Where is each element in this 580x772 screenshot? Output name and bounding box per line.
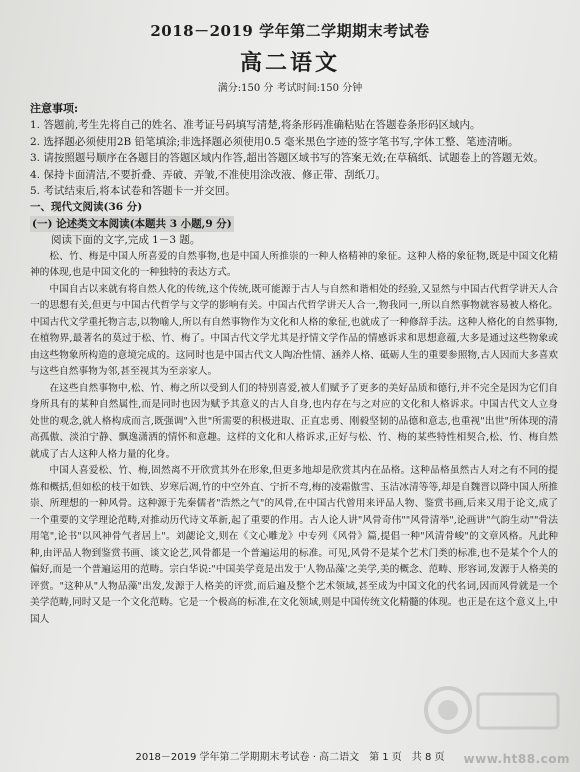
notice-item: 3. 请按照题号顺序在各题目的答题区域内作答,超出答题区域书写的答案无效;在草稿纸、试题卷上的答题无效。 (30, 152, 544, 165)
watermark-url: www.ht88.com (463, 752, 570, 766)
watermark-logo (420, 680, 570, 750)
passage-paragraph: 中国人喜爱松、竹、梅,固然离不开欣赏其外在形象,但更多地却是欣赏其内在品格。这种品格虽然古人对之有不同的提炼和概括,但如松的枝干如铁、岁寒后凋,竹的中空外直、宁折不弯,梅的凌霜傲雪、玉洁冰清等等,却是自魏晋以降中国人所推崇、所理想的一种风骨。这种源于先秦儒者"浩然之气"的风骨,在中国古代曾用来评品人物、鉴赏书画,后来又用于论文,成了一个重要的文学理论范畴,对推动历代诗文革新,起了重要的作用。古人论人讲"风骨奇伟""风骨清举",论画讲"气韵生动""骨法用笔",论书"以风神骨气者居上"。刘勰论文,则在《文心雕龙》中专列《风骨》篇,提倡一种"风清骨峻"的文章风格。凡此种种,由评品人物到鉴赏书画、谈文论艺,风骨都是一个普遍运用的标准。可见,风骨不是某个艺术门类的标准,也不是某个个人的偏好,而是一个普遍运用的范畴。宗白华说:"中国美学竟是出发于'人物品藻'之美学,美的概念、范畴、形容词,发源于人格美的评赏。"这种从"人物品藻"出发,发源于人格美的评赏,而后遍及整个艺术领域,甚至成为中国文化的代名词,因而风骨就是一个美学范畴,同时又是一个文化范畴。它是一个极高的标准,在文化领域,则是中国传统文化精髓的体现。也正是在这个意义上,中国人 (30, 465, 558, 625)
notice-item: 4. 保持卡面清洁,不要折叠、弄破、弄皱,不准使用涂改液、修正带、刮纸刀。 (30, 168, 387, 181)
page-footer: 2018－2019 学年第二学期期末考试卷 · 高二语文 第 1 页 共 8 页 (135, 752, 445, 763)
passage-paragraph: 中国自古以来就有将自然人化的传统,这个传统,既可能源于古人与自然和谐相处的经验,又显然与中国古代哲学讲天人合一的思想有关,但更与中国古代哲学与文学的影响有关。中国古代哲学讲天人合一,物我同一,所以自然事物就容易被人格化。中国古代文学重托物言志,以物喻人,所以有自然事物作为文化和人格的象征,也就成了一种修辞手法。这种人格化的自然事物,在植物界,最著名的莫过于松、竹、梅了。中国古代文学尤其是抒情文学作品的情感诉求和思想意蕴,大多是通过这些物象或由这些物象所构造的意境完成的。这同时也是中国古代文人陶冶性情、涵养人格、砥砺人生的重要参照物,古人因而大多喜欢与这些自然事物为邻,甚至视其为至亲家人。 (30, 283, 558, 378)
exam-content (30, 101, 558, 628)
notice-item: 5. 考试结束后,将本试卷和答题卡一并交回。 (30, 185, 236, 198)
notice-title: 注意事项: (30, 102, 79, 115)
notice-item: 2. 选择题必须使用2B 铅笔填涂;非选择题必须使用0.5 毫米黑色字迹的签字笔书写,字体工整、笔迹清晰。 (30, 135, 519, 148)
exam-meta: 满分:150 分 考试时间:150 分钟 (217, 83, 363, 94)
passage-paragraph: 松、竹、梅是中国人所喜爱的自然事物,也是中国人所推崇的一种人格精神的象征。这种人格的象征物,既是中国文化精神的体现,也是中国文化的一种独特的表达方式。 (30, 250, 558, 279)
exam-subject: 高二语文 (239, 50, 340, 76)
passage-paragraph: 在这些自然事物中,松、竹、梅之所以受到人们的特别喜爱,被人们赋予了更多的美好品质和德行,并不完全是因为它们自身所具有的某种自然属性,而是同时也因为赋予其意义的古人自身,也内存在与之对应的文化和人格诉求。中国古代文人立身处世的观念,就人格构成而言,既强调"入世"所需要的积极进取、正直忠勇、刚毅坚韧的品德和意志,也重视"出世"所体现的清高孤傲、淡泊宁静、飘逸潇洒的情怀和意趣。这样的文化和人格诉求,正好与松、竹、梅的某些特性相契合,松、竹、梅自然就成了古人这种人格力量的化身。 (30, 382, 558, 460)
reading-instruction: 阅读下面的文字,完成 1－3 题。 (51, 234, 201, 247)
subsection-title: (一) 论述类文本阅读(本题共 3 小题,9 分) (32, 217, 232, 230)
exam-title: 2018－2019 学年第二学期期末考试卷 (150, 22, 430, 40)
notice-item: 1. 答题前,考生先将自己的姓名、准考证号码填写清楚,将条形码准确粘贴在答题卷条形码区域内。 (30, 119, 481, 132)
section-title: 一、现代文阅读(36 分) (30, 201, 143, 214)
